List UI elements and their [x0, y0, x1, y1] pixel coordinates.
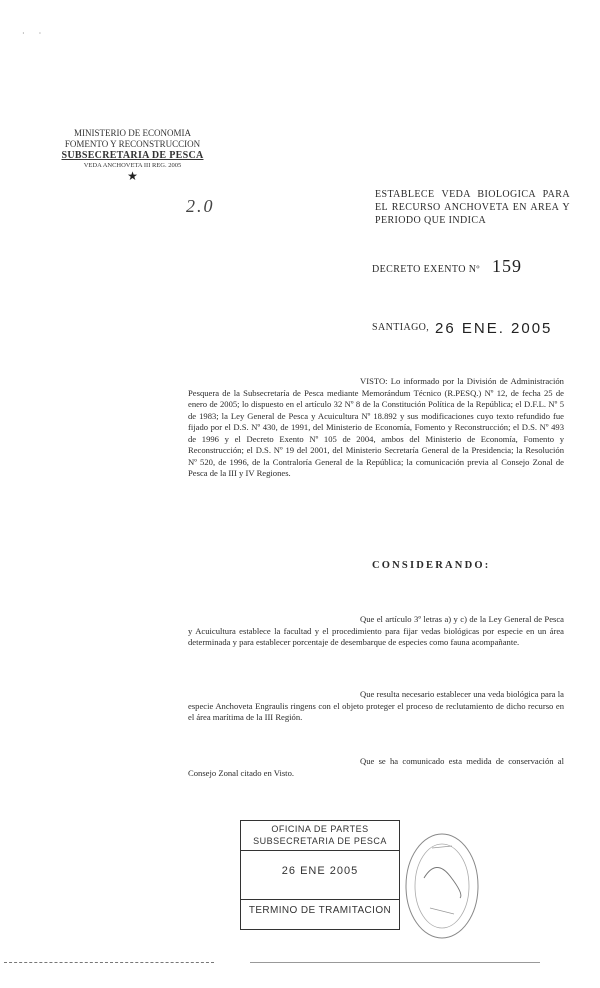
decree-label: DECRETO EXENTO Nº	[372, 264, 480, 275]
document-reference: VEDA ANCHOVETA III REG. 2005	[83, 162, 182, 169]
visto-paragraph	[188, 376, 564, 480]
official-seal-icon	[402, 818, 484, 948]
visto-text: Lo informado por la División de Administración Pesquera de la Subsecretaría de Pesca mediante Memorándum Técnico (R.PESQ.) Nº 12, de fecha 25 de enero de 2005; lo dispuesto en el artículo 32 Nº 8 de la Constitución Política de la República; el D.F.L. Nº 5 de 1983; la Ley General de Pesca y Acuicultura Nº 18.892 y sus modificaciones cuyo texto refundido fue fijado por el D.S. Nº 430, de 1991, del Ministerio de Economía, Fomento y Reconstrucción; el D.S. Nº 493 de 1996 y el Decreto Exento Nº 105 de 2004, ambos del Ministerio de Economía, Fomento y Reconstrucción; el D.S. Nº 19 del 2001, del Ministerio Secretaría General de la Presidencia; la Resolución Nº 520, de 1996, de la Contraloría General de la República; la comunicación previa al Consejo Zonal de Pesca de la III y IV Regiones.	[188, 376, 564, 478]
stamp-divider	[241, 899, 399, 900]
decree-number: 159	[492, 256, 522, 276]
stamp-date: 26 ENE 2005	[281, 865, 359, 877]
stamp-status-label: TERMINO DE TRAMITACION	[248, 905, 392, 916]
ministry-name: MINISTERIO DE ECONOMIA	[74, 128, 191, 138]
place-label: SANTIAGO,	[372, 322, 430, 333]
subsecretaria-name: SUBSECRETARIA DE PESCA	[61, 150, 204, 161]
stamp-divider	[241, 850, 399, 851]
considerando-heading: CONSIDERANDO:	[372, 560, 491, 571]
decree-date-stamp: 26 ENE. 2005	[435, 320, 553, 337]
scan-artifact-line	[250, 962, 540, 963]
considerando-item: Que el artículo 3º letras a) y c) de la Ley General de Pesca y Acuicultura establece la facultad y el procedimiento para fijar vedas biológicas por especie en un área determinada y para establecer porcentaje de desembarque de especies como fauna acompañante.	[188, 614, 564, 647]
considerando-item: Que se ha comunicado esta medida de conservación al Consejo Zonal citado en Visto.	[188, 756, 564, 778]
office-stamp	[240, 820, 400, 930]
stamp-agency-label: SUBSECRETARIA DE PESCA	[253, 836, 387, 846]
star-icon: ★	[127, 169, 138, 183]
visto-lead: VISTO:	[360, 376, 388, 386]
stamp-office-label: OFICINA DE PARTES	[271, 824, 369, 834]
considerando-item: Que resulta necesario establecer una veda biológica para la especie Anchoveta Engraulis ringens con el objeto proteger el proceso de reclutamiento de dicho recurso en el área marítima de la III Región.	[188, 689, 564, 722]
handwritten-mark: 2.0	[186, 196, 215, 216]
scan-marks: · ·	[22, 29, 48, 38]
ministry-subtitle: FOMENTO Y RECONSTRUCCION	[64, 139, 201, 149]
ministry-header	[40, 128, 225, 182]
decree-title: ESTABLECE VEDA BIOLOGICA PARA EL RECURSO ANCHOVETA EN AREA Y PERIODO QUE INDICA	[375, 189, 570, 226]
scan-artifact-line	[4, 962, 214, 963]
